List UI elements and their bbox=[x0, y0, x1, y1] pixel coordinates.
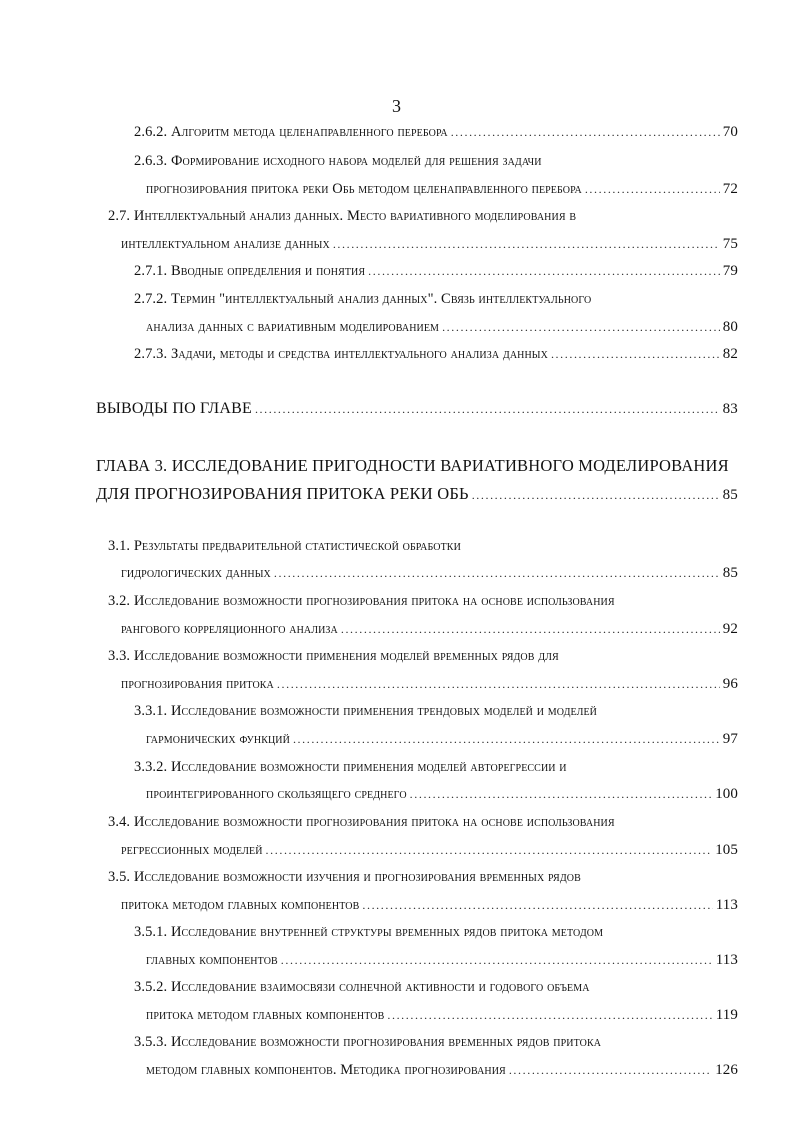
toc-entry-page: 75 bbox=[722, 236, 738, 252]
toc-entry[interactable] bbox=[121, 565, 738, 582]
toc-entry[interactable] bbox=[146, 786, 738, 803]
leader-dots bbox=[333, 237, 720, 252]
toc-entry-line1[interactable] bbox=[134, 153, 542, 170]
toc-entry-page: 126 bbox=[715, 1062, 738, 1078]
leader-dots bbox=[362, 898, 712, 913]
toc-entry-title: проинтегрированного скользящего среднего bbox=[146, 786, 407, 802]
toc-entry-title: 3.4. Исследование возможности прогнозирования притока на основе использования bbox=[108, 814, 615, 830]
toc-entry[interactable] bbox=[134, 346, 738, 363]
leader-dots bbox=[387, 1008, 712, 1023]
toc-entry[interactable] bbox=[134, 124, 738, 141]
toc-entry-page: 92 bbox=[722, 621, 738, 637]
toc-entry-title: 2.7. Интеллектуальный анализ данных. Место вариативного моделирования в bbox=[108, 208, 577, 224]
toc-entry-page: 85 bbox=[722, 487, 738, 503]
toc-entry-line1[interactable] bbox=[108, 648, 559, 665]
leader-dots bbox=[368, 264, 720, 279]
leader-dots bbox=[451, 125, 720, 140]
toc-entry-line1[interactable] bbox=[134, 1034, 601, 1051]
toc-entry-page: 70 bbox=[722, 124, 738, 140]
toc-entry-title: 3.5.1. Исследование внутренней структуры временных рядов притока методом bbox=[134, 924, 604, 940]
toc-entry-title: рангового корреляционного анализа bbox=[121, 621, 338, 637]
toc-chapter-line1[interactable] bbox=[96, 456, 729, 476]
toc-entry-page: 80 bbox=[722, 319, 738, 335]
toc-entry-title: 2.6.3. Формирование исходного набора моделей для решения задачи bbox=[134, 153, 542, 169]
toc-entry-title: ВЫВОДЫ ПО ГЛАВЕ bbox=[96, 400, 252, 417]
toc-entry-title: 3.5. Исследование возможности изучения и прогнозирования временных рядов bbox=[108, 869, 581, 885]
toc-entry-line1[interactable] bbox=[108, 814, 615, 831]
toc-entry-title: 3.1. Результаты предварительной статистической обработки bbox=[108, 538, 461, 554]
toc-entry-title: 2.7.3. Задачи, методы и средства интеллектуального анализа данных bbox=[134, 346, 548, 362]
leader-dots bbox=[281, 953, 713, 968]
leader-dots bbox=[274, 566, 720, 581]
toc-entry-title: регрессионных моделей bbox=[121, 842, 263, 858]
toc-entry-title: 3.3.2. Исследование возможности применения моделей авторегрессии и bbox=[134, 759, 567, 775]
leader-dots bbox=[585, 182, 720, 197]
toc-entry-title: главных компонентов bbox=[146, 952, 278, 968]
toc-entry-page: 113 bbox=[715, 952, 738, 968]
toc-entry-page: 119 bbox=[715, 1007, 738, 1023]
toc-entry[interactable] bbox=[146, 731, 738, 748]
toc-entry-title: 2.7.2. Термин "интеллектуальный анализ данных". Связь интеллектуального bbox=[134, 291, 592, 307]
toc-entry-title: интеллектуальном анализе данных bbox=[121, 236, 330, 252]
leader-dots bbox=[255, 402, 720, 417]
toc-entry-line1[interactable] bbox=[134, 924, 603, 941]
toc-entry-page: 85 bbox=[722, 565, 738, 581]
toc-entry-page: 72 bbox=[722, 181, 738, 197]
leader-dots bbox=[509, 1063, 712, 1078]
toc-entry-line1[interactable] bbox=[108, 208, 576, 225]
toc-entry[interactable] bbox=[146, 1007, 738, 1024]
toc-entry-title: притока методом главных компонентов bbox=[146, 1007, 385, 1023]
toc-entry[interactable] bbox=[146, 181, 738, 198]
page-number: 3 bbox=[392, 96, 401, 116]
toc-entry-page: 105 bbox=[715, 842, 738, 858]
toc-entry[interactable] bbox=[121, 897, 738, 914]
toc-entry-title: притока методом главных компонентов bbox=[121, 897, 360, 913]
leader-dots bbox=[266, 843, 713, 858]
toc-chapter-title: ДЛЯ ПРОГНОЗИРОВАНИЯ ПРИТОКА РЕКИ ОБЬ bbox=[96, 484, 469, 503]
toc-entry-title: гармонических функций bbox=[146, 731, 290, 747]
toc-entry-title: прогнозирования притока bbox=[121, 676, 274, 692]
toc-entry[interactable] bbox=[121, 842, 738, 859]
toc-entry[interactable] bbox=[146, 952, 738, 969]
toc-entry-page: 82 bbox=[722, 346, 738, 362]
toc-entry[interactable] bbox=[134, 263, 738, 280]
toc-entry-title: 3.3. Исследование возможности применения моделей временных рядов для bbox=[108, 648, 559, 664]
toc-entry-line1[interactable] bbox=[108, 593, 615, 610]
toc-entry-title: методом главных компонентов. Методика прогнозирования bbox=[146, 1062, 506, 1078]
toc-entry-page: 113 bbox=[715, 897, 738, 913]
toc-entry-title: гидрологических данных bbox=[121, 565, 271, 581]
toc-entry[interactable] bbox=[121, 621, 738, 638]
toc-entry-page: 96 bbox=[722, 676, 738, 692]
toc-entry-conclusions[interactable] bbox=[96, 400, 738, 418]
toc-entry[interactable] bbox=[121, 236, 738, 253]
leader-dots bbox=[293, 732, 720, 747]
toc-entry-line1[interactable] bbox=[134, 759, 567, 776]
leader-dots bbox=[442, 320, 720, 335]
toc-entry-line1[interactable] bbox=[134, 979, 590, 996]
leader-dots bbox=[551, 347, 720, 362]
toc-entry[interactable] bbox=[146, 319, 738, 336]
toc-entry-title: 2.7.1. Вводные определения и понятия bbox=[134, 263, 366, 279]
toc-entry-title: 3.2. Исследование возможности прогнозирования притока на основе использования bbox=[108, 593, 615, 609]
toc-entry-line1[interactable] bbox=[108, 538, 461, 555]
toc-entry-title: 2.6.2. Алгоритм метода целенаправленного перебора bbox=[134, 124, 448, 140]
toc-entry-title: 3.5.2. Исследование взаимосвязи солнечной активности и годового объема bbox=[134, 979, 590, 995]
toc-entry-line1[interactable] bbox=[134, 291, 591, 308]
leader-dots bbox=[341, 622, 720, 637]
toc-chapter[interactable] bbox=[96, 484, 738, 504]
toc-chapter-title: ГЛАВА 3. ИССЛЕДОВАНИЕ ПРИГОДНОСТИ ВАРИАТИВНОГО МОДЕЛИРОВАНИЯ bbox=[96, 456, 729, 475]
toc-entry-line1[interactable] bbox=[134, 703, 597, 720]
toc-entry-page: 100 bbox=[715, 786, 738, 802]
toc-entry-page: 79 bbox=[722, 263, 738, 279]
leader-dots bbox=[472, 488, 720, 503]
toc-entry-title: 3.5.3. Исследование возможности прогнозирования временных рядов притока bbox=[134, 1034, 602, 1050]
toc-entry-title: прогнозирования притока реки Обь методом целенаправленного перебора bbox=[146, 181, 582, 197]
toc-entry-page: 83 bbox=[722, 401, 738, 417]
leader-dots bbox=[410, 787, 713, 802]
leader-dots bbox=[277, 677, 720, 692]
toc-entry-line1[interactable] bbox=[108, 869, 581, 886]
toc-entry[interactable] bbox=[146, 1062, 738, 1079]
toc-entry-title: анализа данных с вариативным моделированием bbox=[146, 319, 440, 335]
toc-entry-page: 97 bbox=[722, 731, 738, 747]
toc-entry-title: 3.3.1. Исследование возможности применения трендовых моделей и моделей bbox=[134, 703, 597, 719]
toc-entry[interactable] bbox=[121, 676, 738, 693]
